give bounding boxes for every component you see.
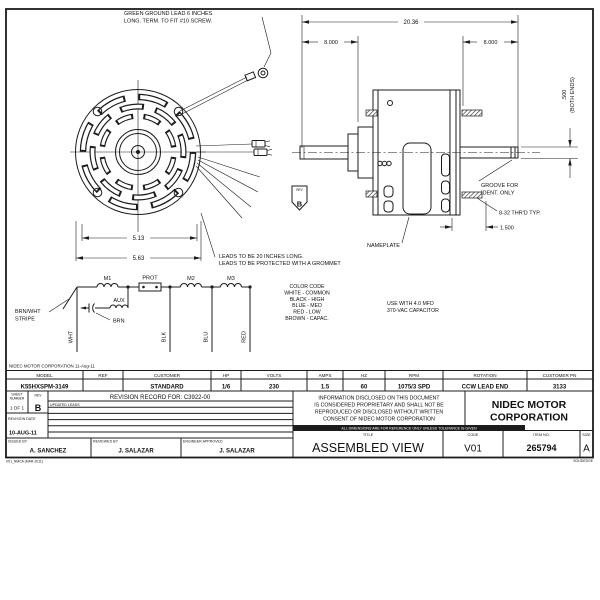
mounting-stud — [462, 110, 482, 116]
leads-note-line1: LEADS TO BE 20 INCHES LONG. — [219, 254, 304, 260]
form-id: V01_NMCA (MAR-2011) — [6, 459, 43, 464]
color-code-blue: BLUE - MED — [292, 303, 322, 310]
nameplate-label: NAMEPLATE — [367, 243, 400, 249]
mounting-stud — [462, 192, 482, 198]
val-hp: 1/6 — [221, 384, 231, 391]
col-model: MODEL — [36, 373, 53, 378]
item-no-value: 265794 — [526, 443, 557, 453]
rev-value: B — [34, 403, 42, 413]
issued-by-label: ISSUED BY — [8, 439, 28, 444]
groove-note-line1: GROOVE FOR — [481, 183, 519, 189]
company-name-line2: CORPORATION — [490, 411, 568, 424]
ground-note-line2: LONG. TERM. TO FIT #10 SCREW. — [124, 18, 213, 25]
label-aux: AUX — [113, 298, 125, 304]
col-customer: CUSTOMER — [153, 373, 181, 378]
val-customer: STANDARD — [150, 384, 184, 391]
label-m3: M3 — [227, 276, 235, 282]
color-code-brown: BROWN - CAPAC. — [285, 316, 329, 322]
issued-by: A. SANCHEZ — [29, 448, 67, 455]
cad-id: SOLIDEDGE — [573, 459, 593, 463]
color-code-title: COLOR CODE — [289, 284, 325, 290]
revision-date-label: REVISION DATE — [8, 417, 36, 421]
wire-label-blu: BLU — [203, 331, 210, 343]
color-code-white: WHITE - COMMON — [284, 290, 330, 297]
sheet-number: 1 OF 1 — [9, 405, 25, 411]
revision-date: 10-AUG-11 — [9, 430, 37, 437]
label-prot: PROT — [142, 275, 158, 282]
stripe-note-line1: BRN/WHT — [15, 309, 41, 315]
mounting-stud — [366, 191, 377, 197]
proprietary-line3: REPRODUCED OR DISCLOSED WITHOUT WRITTEN — [314, 409, 444, 416]
val-hz: 60 — [360, 384, 368, 391]
color-code-red: RED - LOW — [293, 309, 321, 316]
dim-1-500: 1.500 — [500, 225, 514, 232]
drawing-title: ASSEMBLED VIEW — [312, 441, 424, 455]
wire-label-wht: WHT — [68, 330, 75, 344]
col-volts: VOLTS — [266, 373, 282, 378]
wire-label-blk: BLK — [161, 331, 168, 343]
capacitor-note-line1: USE WITH 4.0 MFD — [387, 301, 434, 307]
val-amps: 1.5 — [320, 384, 330, 391]
item-no-label: ITEM NO. — [533, 433, 550, 437]
label-m2: M2 — [187, 276, 195, 282]
wire-label-red: RED — [241, 331, 248, 343]
revision-entry: UPDATED LEADS — [50, 402, 80, 407]
dim-5-13: 5.13 — [132, 236, 145, 243]
proprietary-line1: INFORMATION DISCLOSED ON THIS DOCUMENT — [318, 395, 440, 402]
capacitor-note-line2: 370-VAC CAPACITOR — [387, 308, 439, 314]
ground-note-line1: GREEN GROUND LEAD 6 INCHES — [124, 11, 213, 17]
size-label: SIZE — [582, 433, 591, 437]
stripe-note-line2: STRIPE — [15, 316, 35, 323]
val-rotation: CCW LEAD END — [461, 384, 509, 391]
groove-note-line2: IDENT. ONLY — [481, 190, 515, 197]
val-customer-pn: 3133 — [552, 384, 567, 391]
dim-8-right: 8.000 — [483, 40, 498, 46]
dim-500: .500 — [562, 89, 568, 101]
thread-note: 8-32 THR'D TYP. — [499, 210, 541, 217]
col-customer-pn: CUSTOMER PN — [542, 373, 577, 378]
col-rpm: RPM — [408, 373, 420, 378]
revision-record-title: REVISION RECORD FOR: C3922-00 — [109, 395, 211, 401]
leads-note-line2: LEADS TO BE PROTECTED WITH A GROMMET — [219, 261, 341, 267]
reviewed-by: J. SALAZAR — [118, 448, 154, 455]
dim-8-left: 8.000 — [324, 40, 338, 46]
col-ref: REF — [98, 373, 108, 378]
approved-by: J. SALAZAR — [219, 448, 255, 455]
code-value: V01 — [464, 443, 482, 455]
dim-5-63: 5.63 — [132, 256, 145, 263]
size-value: A — [583, 443, 590, 455]
col-hp: HP — [222, 373, 230, 378]
proprietary-line4: CONSENT OF NIDEC MOTOR CORPORATION — [323, 416, 435, 423]
col-amps: AMPS — [318, 373, 332, 378]
label-brn: BRN — [113, 318, 125, 325]
title-label: TITLE — [362, 433, 374, 437]
reviewed-by-label: REVIEWED BY — [93, 439, 118, 444]
dim-20-36: 20.36 — [403, 20, 419, 27]
val-volts: 230 — [268, 384, 280, 391]
sheet-label-2: NUMBER — [9, 396, 25, 401]
proprietary-line2: IS CONSIDERED PROPRIETARY AND SHALL NOT BE — [314, 402, 444, 409]
sheet-label-1: SHEET — [11, 392, 23, 397]
company-name-line1: NIDEC MOTOR — [491, 399, 567, 411]
corp-date-note: NIDEC MOTOR CORPORATION 11-Aug-11 — [9, 363, 95, 369]
val-model: K55HXSPM-3149 — [20, 384, 69, 391]
rev-flag-value: B — [296, 199, 303, 209]
rev-label: REV — [34, 393, 42, 398]
col-rotation: ROTATION — [473, 373, 497, 378]
label-m1: M1 — [103, 276, 112, 282]
rev-flag-label: REV — [296, 188, 303, 192]
color-code-black: BLACK - HIGH — [289, 296, 325, 303]
dim-500-note: (BOTH ENDS) — [570, 77, 576, 113]
val-rpm: 1075/3 SPD — [397, 384, 431, 391]
col-hz: HZ — [360, 373, 368, 378]
tolerance-note: ALL DIMENSIONS ARE FOR REFERENCE ONLY UNLESS TOLERANCE IS GIVEN — [341, 426, 477, 431]
mounting-stud — [366, 110, 377, 116]
code-label: CODE — [467, 433, 479, 437]
approved-by-label: ENGINEER APPROVED — [183, 439, 223, 444]
